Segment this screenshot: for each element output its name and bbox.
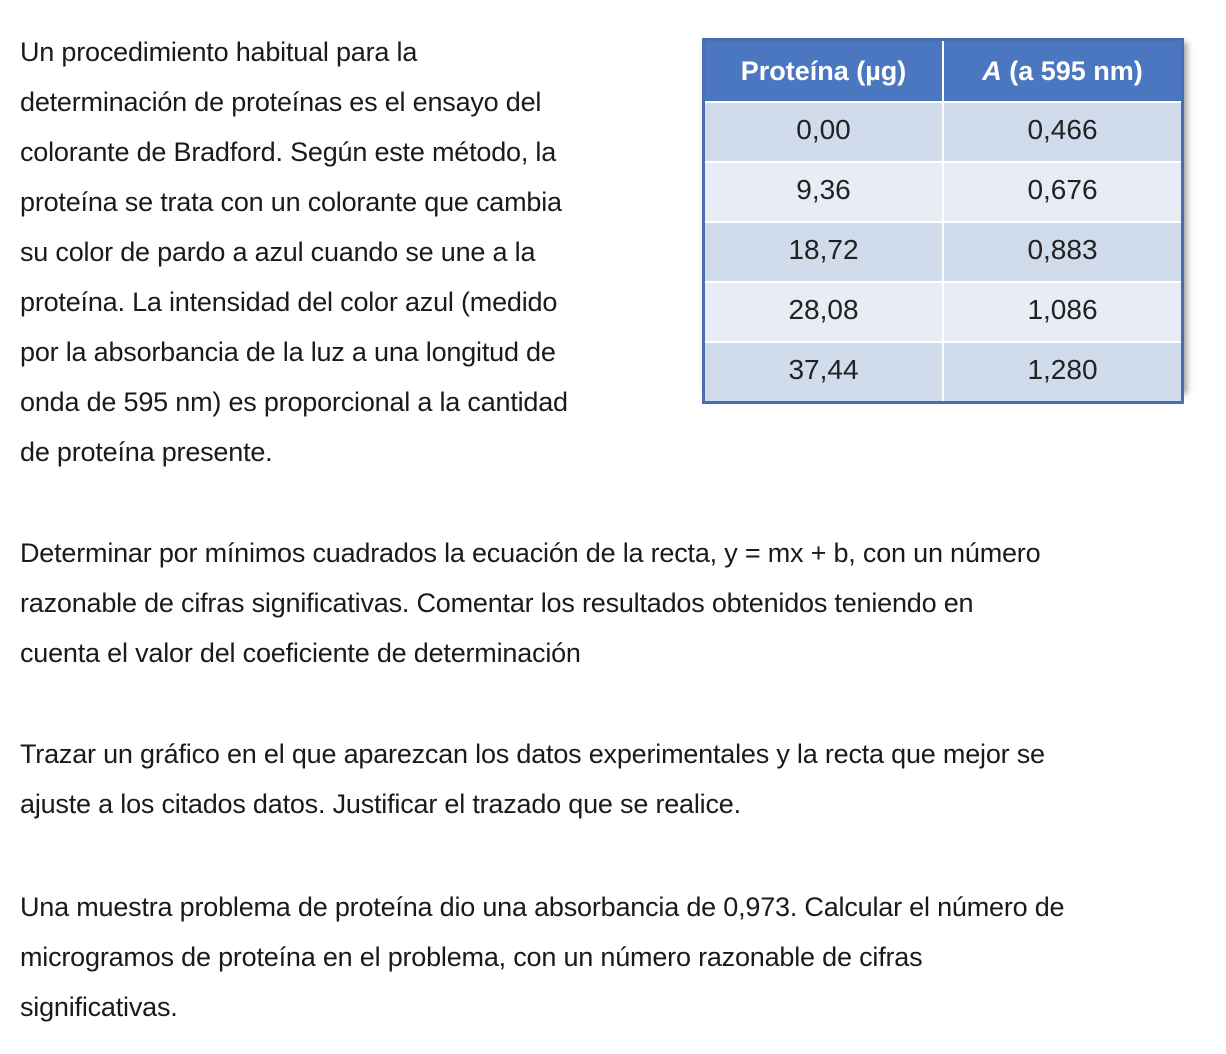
least-squares-paragraph [20,528,1210,678]
intro-line: su color de pardo a azul cuando se une a la [20,237,536,267]
intro-line: por la absorbancia de la luz a una longitud de [20,337,556,367]
paragraph-line: significativas. [20,992,178,1022]
cell-protein: 28,08 [704,282,944,342]
paragraph-line: microgramos de proteína en el problema, con un número razonable de cifras [20,942,923,972]
intro-line: determinación de proteínas es el ensayo del [20,87,542,117]
header-absorbance [943,40,1183,103]
cell-absorbance: 1,280 [943,342,1183,403]
cell-protein: 18,72 [704,222,944,282]
intro-line: proteína. La intensidad del color azul (medido [20,287,558,317]
cell-protein: 37,44 [704,342,944,403]
intro-line: proteína se trata con un colorante que cambia [20,187,562,217]
cell-protein: 0,00 [704,102,944,162]
paragraph-line: cuenta el valor del coeficiente de determinación [20,638,581,668]
intro-line: de proteína presente. [20,437,273,467]
intro-paragraph [20,27,660,477]
header-absorbance-unit: (a 595 nm) [1001,55,1143,86]
cell-absorbance: 0,466 [943,102,1183,162]
cell-absorbance: 0,883 [943,222,1183,282]
cell-absorbance: 0,676 [943,162,1183,222]
cell-absorbance: 1,086 [943,282,1183,342]
table-row [704,162,1183,222]
cell-protein: 9,36 [704,162,944,222]
protein-absorbance-table [702,38,1184,404]
sample-paragraph [20,882,1210,1032]
intro-line: colorante de Bradford. Según este método, la [20,137,557,167]
table-row [704,282,1183,342]
paragraph-line: Determinar por mínimos cuadrados la ecuación de la recta, y = mx + b, con un número [20,538,1041,568]
table-row [704,102,1183,162]
paragraph-line: Trazar un gráfico en el que aparezcan los datos experimentales y la recta que mejor se [20,739,1045,769]
paragraph-line: razonable de cifras significativas. Comentar los resultados obtenidos teniendo en [20,588,974,618]
intro-line: onda de 595 nm) es proporcional a la cantidad [20,387,568,417]
data-table-container [702,38,1184,390]
table-row [704,342,1183,403]
plot-paragraph [20,729,1210,829]
table-row [704,222,1183,282]
table-header-row [704,40,1183,103]
header-absorbance-symbol: A [982,55,1002,86]
intro-line: Un procedimiento habitual para la [20,37,418,67]
header-protein: Proteína (µg) [704,40,944,103]
paragraph-line: ajuste a los citados datos. Justificar el trazado que se realice. [20,789,741,819]
paragraph-line: Una muestra problema de proteína dio una absorbancia de 0,973. Calcular el número de [20,892,1065,922]
